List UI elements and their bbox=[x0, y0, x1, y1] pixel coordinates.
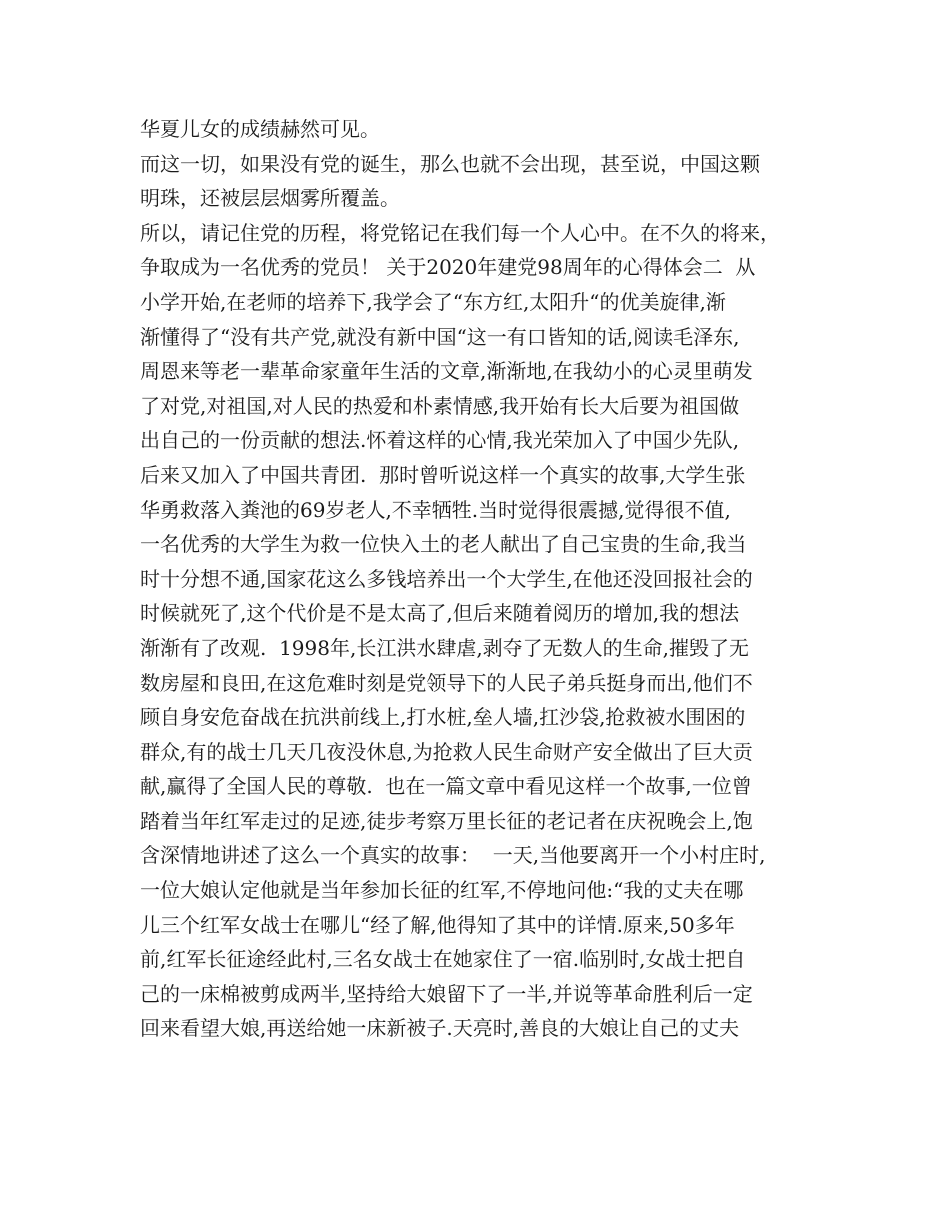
text-line: 所以，请记住党的历程，将党铭记在我们每一个人心中。在不久的将来， bbox=[140, 220, 780, 245]
text-line: 争取成为一名优秀的党员！ 关于2020年建党98周年的心得体会二 从 bbox=[140, 255, 756, 280]
text-line: 一名优秀的大学生为救一位快入土的老人献出了自己宝贵的生命,我当 bbox=[140, 532, 747, 557]
text-line: 献,赢得了全国人民的尊敬. 也在一篇文章中看见这样一个故事,一位曾 bbox=[140, 774, 752, 799]
text-line: 周恩来等老一辈革命家童年生活的文章,渐渐地,在我幼小的心灵里萌发 bbox=[140, 359, 753, 384]
text-line: 数房屋和良田,在这危难时刻是党领导下的人民子弟兵挺身而出,他们不 bbox=[140, 670, 753, 695]
text-line: 时十分想不通,国家花这么多钱培养出一个大学生,在他还没回报社会的 bbox=[140, 566, 753, 591]
text-line: 华勇救落入粪池的69岁老人,不幸牺牲.当时觉得很震撼,觉得很不值, bbox=[140, 497, 731, 522]
text-line: 回来看望大娘,再送给她一床新被子.天亮时,善良的大娘让自己的丈夫 bbox=[140, 1016, 740, 1041]
text-line: 渐渐有了改观. 1998年,长江洪水肆虐,剥夺了无数人的生命,摧毁了无 bbox=[140, 635, 750, 660]
text-line: 后来又加入了中国共青团. 那时曾听说这样一个真实的故事,大学生张 bbox=[140, 462, 746, 487]
text-line: 前,红军长征途经此村,三名女战士在她家住了一宿.临别时,女战士把自 bbox=[140, 947, 746, 972]
document-body bbox=[140, 112, 820, 1046]
text-line: 出自己的一份贡献的想法.怀着这样的心情,我光荣加入了中国少先队, bbox=[140, 428, 740, 453]
text-line: 渐懂得了“没有共产党,就没有新中国“这一有口皆知的话,阅读毛泽东, bbox=[140, 324, 740, 349]
text-line: 小学开始,在老师的培养下,我学会了“东方红,太阳升“的优美旋律,渐 bbox=[140, 289, 726, 314]
text-line: 时候就死了,这个代价是不是太高了,但后来随着阅历的增加,我的想法 bbox=[140, 601, 740, 626]
text-line: 而这一切，如果没有党的诞生，那么也就不会出现，甚至说，中国这颗 bbox=[140, 151, 760, 176]
text-line: 含深情地讲述了这么一个真实的故事： 一天,当他要离开一个小村庄时, bbox=[140, 843, 766, 868]
text-line: 明珠，还被层层烟雾所覆盖。 bbox=[140, 186, 400, 211]
text-line: 了对党,对祖国,对人民的热爱和朴素情感,我开始有长大后要为祖国做 bbox=[140, 393, 740, 418]
text-line: 顾自身安危奋战在抗洪前线上,打水桩,垒人墙,扛沙袋,抢救被水围困的 bbox=[140, 705, 746, 730]
text-line: 群众,有的战士几天几夜没休息,为抢救人民生命财产安全做出了巨大贡 bbox=[140, 739, 753, 764]
text-line: 华夏儿女的成绩赫然可见。 bbox=[140, 117, 380, 141]
text-line: 踏着当年红军走过的足迹,徒步考察万里长征的老记者在庆祝晚会上,饱 bbox=[140, 808, 753, 833]
text-line: 一位大娘认定他就是当年参加长征的红军,不停地问他:“我的丈夫在哪 bbox=[140, 878, 744, 903]
text-line: 儿三个红军女战士在哪儿“经了解,他得知了其中的详情.原来,50多年 bbox=[140, 912, 735, 937]
text-line: 己的一床棉被剪成两半,坚持给大娘留下了一半,并说等革命胜利后一定 bbox=[140, 981, 753, 1006]
